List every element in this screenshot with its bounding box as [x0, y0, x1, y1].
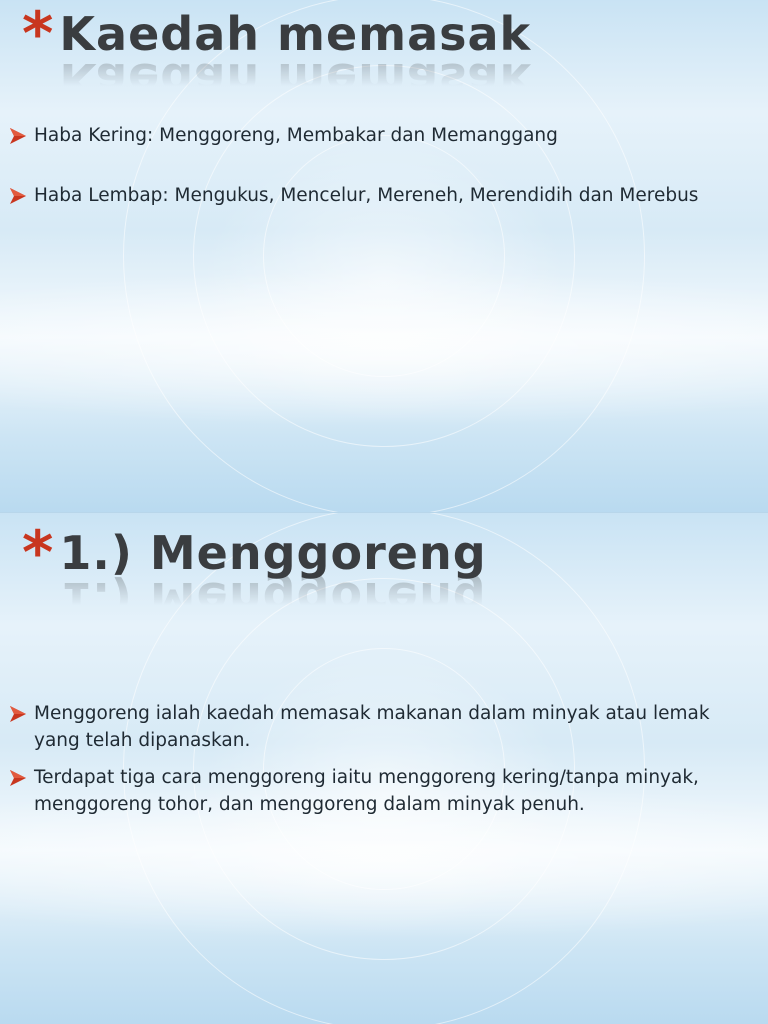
arrow-bullet-icon	[8, 700, 34, 727]
asterisk-icon: *	[22, 518, 54, 588]
bullet-item	[8, 700, 748, 754]
arrow-bullet-icon	[8, 122, 34, 149]
slide-menggoreng	[0, 512, 768, 1024]
bullet-text: Menggoreng ialah kaedah memasak makanan dalam minyak atau lemak yang telah dipanaskan.	[34, 703, 710, 751]
arrow-bullet-icon	[8, 764, 34, 791]
bullet-item	[8, 764, 748, 818]
bullet-text: Terdapat tiga cara menggoreng iaitu menggoreng kering/tanpa minyak, menggoreng tohor, dan menggoreng dalam minyak penuh.	[34, 767, 699, 815]
slide-title-row	[22, 0, 532, 69]
bullet-list	[8, 700, 748, 818]
slide-title: Kaedah memasak	[59, 7, 532, 61]
slide-title: 1.) Menggoreng	[59, 526, 487, 580]
asterisk-icon: *	[22, 0, 54, 69]
bullet-item	[8, 122, 748, 149]
bullet-text: Haba Lembap: Mengukus, Mencelur, Mereneh, Merendidih dan Merebus	[34, 185, 699, 206]
bullet-item	[8, 182, 748, 209]
slide-title-row	[22, 518, 487, 588]
bullet-text: Haba Kering: Menggoreng, Membakar dan Memanggang	[34, 125, 558, 146]
arrow-bullet-icon	[8, 182, 34, 209]
bullet-list	[8, 122, 748, 209]
